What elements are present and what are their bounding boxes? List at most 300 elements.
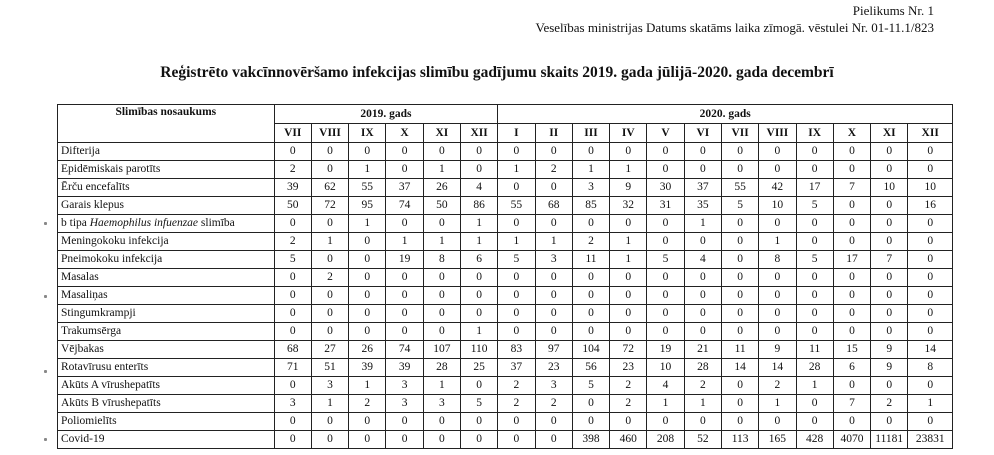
table-cell: 0 [908, 233, 953, 251]
table-cell: 0 [908, 161, 953, 179]
table-cell: 28 [684, 359, 721, 377]
table-cell: 0 [647, 305, 684, 323]
table-cell: 2 [684, 377, 721, 395]
disease-name-italic: Haemophilus infuenzae [89, 217, 199, 229]
disease-name: Akūts B vīrushepatīts [58, 395, 275, 413]
table-cell: 0 [311, 305, 348, 323]
table-row [58, 287, 953, 305]
table-cell: 0 [274, 413, 311, 431]
table-cell: 0 [572, 305, 609, 323]
table-cell: 0 [535, 269, 572, 287]
table-cell: 1 [684, 215, 721, 233]
table-cell: 0 [349, 269, 386, 287]
table-cell: 398 [572, 431, 609, 449]
table-cell: 23831 [908, 431, 953, 449]
table-cell: 3 [386, 377, 423, 395]
table-cell: 0 [386, 143, 423, 161]
table-cell: 6 [461, 251, 498, 269]
table-cell: 0 [386, 161, 423, 179]
table-cell: 0 [871, 269, 908, 287]
table-cell: 0 [423, 143, 460, 161]
table-cell: 1 [349, 377, 386, 395]
table-cell: 0 [871, 377, 908, 395]
table-cell: 9 [610, 179, 647, 197]
disease-name: Difterija [58, 143, 275, 161]
table-cell: 2 [610, 395, 647, 413]
table-cell: 6 [833, 359, 870, 377]
table-cell: 0 [535, 413, 572, 431]
table-cell: 86 [461, 197, 498, 215]
table-cell: 50 [423, 197, 460, 215]
table-cell: 25 [461, 359, 498, 377]
table-cell: 0 [349, 251, 386, 269]
table-cell: 1 [610, 161, 647, 179]
table-cell: 0 [572, 413, 609, 431]
table-cell: 0 [684, 287, 721, 305]
table-row [58, 377, 953, 395]
table-row [58, 359, 953, 377]
disease-name: Epidēmiskais parotīts [58, 161, 275, 179]
table-cell: 0 [759, 269, 796, 287]
table-cell: 0 [274, 269, 311, 287]
table-cell: 14 [721, 359, 758, 377]
table-cell: 0 [833, 215, 870, 233]
table-cell: 1 [311, 233, 348, 251]
table-cell: 39 [386, 359, 423, 377]
table-cell: 37 [498, 359, 535, 377]
table-cell: 0 [535, 179, 572, 197]
table-cell: 0 [461, 305, 498, 323]
table-cell: 97 [535, 341, 572, 359]
table-cell: 0 [535, 305, 572, 323]
month-header-2020: VI [684, 124, 721, 143]
table-cell: 11181 [871, 431, 908, 449]
table-cell: 0 [610, 143, 647, 161]
table-cell: 85 [572, 197, 609, 215]
table-cell: 5 [647, 251, 684, 269]
table-cell: 0 [759, 305, 796, 323]
table-cell: 16 [908, 197, 953, 215]
table-cell: 0 [759, 215, 796, 233]
table-cell: 5 [498, 251, 535, 269]
table-cell: 10 [871, 179, 908, 197]
table-cell: 8 [908, 359, 953, 377]
month-header-2020: II [535, 124, 572, 143]
table-cell: 0 [386, 215, 423, 233]
table-cell: 208 [647, 431, 684, 449]
table-cell: 0 [461, 287, 498, 305]
disease-name-header: Slimības nosaukums [58, 105, 275, 143]
month-header-2020: III [572, 124, 609, 143]
table-cell: 0 [721, 215, 758, 233]
table-cell: 2 [274, 161, 311, 179]
table-cell: 0 [311, 287, 348, 305]
table-cell: 0 [610, 323, 647, 341]
table-row [58, 233, 953, 251]
table-cell: 0 [498, 305, 535, 323]
table-cell: 2 [311, 269, 348, 287]
table-cell: 0 [759, 161, 796, 179]
scan-speck [44, 370, 47, 373]
table-cell: 0 [274, 305, 311, 323]
table-cell: 0 [349, 305, 386, 323]
table-cell: 0 [647, 143, 684, 161]
table-cell: 0 [423, 269, 460, 287]
table-cell: 0 [908, 377, 953, 395]
table-cell: 0 [535, 215, 572, 233]
table-cell: 2 [759, 377, 796, 395]
table-cell: 0 [498, 143, 535, 161]
disease-name: Rotavīrusu enterīts [58, 359, 275, 377]
table-cell: 0 [908, 215, 953, 233]
table-row [58, 161, 953, 179]
table-cell: 0 [647, 233, 684, 251]
table-cell: 0 [833, 287, 870, 305]
table-cell: 0 [498, 323, 535, 341]
table-cell: 0 [423, 215, 460, 233]
table-cell: 0 [386, 287, 423, 305]
table-row [58, 341, 953, 359]
table-row [58, 179, 953, 197]
table-cell: 0 [423, 287, 460, 305]
table-cell: 2 [274, 233, 311, 251]
table-cell: 0 [684, 161, 721, 179]
table-cell: 0 [684, 143, 721, 161]
table-cell: 9 [871, 341, 908, 359]
table-cell: 0 [684, 233, 721, 251]
table-cell: 1 [498, 233, 535, 251]
table-row [58, 323, 953, 341]
table-cell: 460 [610, 431, 647, 449]
month-header-2020: I [498, 124, 535, 143]
table-cell: 1 [684, 395, 721, 413]
month-header-2019: VII [274, 124, 311, 143]
table-cell: 0 [572, 323, 609, 341]
table-cell: 0 [871, 287, 908, 305]
table-cell: 52 [684, 431, 721, 449]
table-cell: 0 [721, 377, 758, 395]
table-cell: 0 [721, 233, 758, 251]
table-cell: 37 [386, 179, 423, 197]
table-cell: 0 [908, 413, 953, 431]
table-cell: 0 [274, 323, 311, 341]
scan-speck [44, 222, 47, 225]
table-cell: 7 [833, 179, 870, 197]
table-cell: 0 [796, 269, 833, 287]
table-cell: 7 [833, 395, 870, 413]
table-cell: 26 [349, 341, 386, 359]
table-cell: 0 [610, 413, 647, 431]
table-cell: 2 [871, 395, 908, 413]
table-cell: 0 [759, 143, 796, 161]
table-cell: 68 [274, 341, 311, 359]
table-cell: 11 [721, 341, 758, 359]
table-cell: 1 [610, 251, 647, 269]
table-cell: 0 [647, 413, 684, 431]
table-cell: 0 [386, 431, 423, 449]
disease-name: Poliomielīts [58, 413, 275, 431]
table-cell: 21 [684, 341, 721, 359]
infections-table [57, 104, 953, 449]
table-cell: 23 [610, 359, 647, 377]
table-cell: 0 [721, 269, 758, 287]
table-cell: 37 [684, 179, 721, 197]
table-cell: 26 [423, 179, 460, 197]
table-cell: 0 [311, 161, 348, 179]
table-cell: 55 [349, 179, 386, 197]
table-cell: 5 [274, 251, 311, 269]
annex-header [536, 2, 934, 36]
annex-number: Pielikums Nr. 1 [852, 3, 934, 18]
table-cell: 95 [349, 197, 386, 215]
table-cell: 35 [684, 197, 721, 215]
disease-name-part: b tipa [61, 217, 90, 229]
table-cell: 0 [386, 413, 423, 431]
table-cell: 1 [349, 215, 386, 233]
table-cell: 62 [311, 179, 348, 197]
table-cell: 0 [349, 431, 386, 449]
table-cell: 1 [461, 233, 498, 251]
table-cell: 9 [871, 359, 908, 377]
table-cell: 3 [274, 395, 311, 413]
table-cell: 0 [423, 431, 460, 449]
table-cell: 0 [274, 377, 311, 395]
table-cell: 0 [386, 305, 423, 323]
disease-name: Masalas [58, 269, 275, 287]
table-cell: 0 [535, 431, 572, 449]
table-cell: 0 [796, 287, 833, 305]
table-cell: 5 [572, 377, 609, 395]
table-cell: 1 [647, 395, 684, 413]
table-cell: 0 [721, 251, 758, 269]
table-cell: 0 [908, 143, 953, 161]
table-cell: 8 [423, 251, 460, 269]
table-cell: 0 [684, 305, 721, 323]
table-cell: 2 [349, 395, 386, 413]
table-cell: 107 [423, 341, 460, 359]
table-cell: 0 [833, 197, 870, 215]
disease-name: Pneimokoku infekcija [58, 251, 275, 269]
table-row [58, 431, 953, 449]
table-cell: 0 [796, 143, 833, 161]
table-row [58, 305, 953, 323]
table-cell: 0 [796, 233, 833, 251]
table-row [58, 395, 953, 413]
table-cell: 0 [274, 287, 311, 305]
disease-name: Trakumsērga [58, 323, 275, 341]
table-cell: 0 [461, 431, 498, 449]
table-cell: 1 [759, 233, 796, 251]
table-cell: 4070 [833, 431, 870, 449]
table-cell: 74 [386, 197, 423, 215]
table-cell: 2 [535, 395, 572, 413]
table-cell: 0 [684, 323, 721, 341]
table-cell: 3 [535, 251, 572, 269]
table-cell: 0 [572, 143, 609, 161]
table-cell: 55 [498, 197, 535, 215]
table-cell: 0 [498, 179, 535, 197]
table-cell: 2 [498, 377, 535, 395]
table-cell: 3 [572, 179, 609, 197]
table-cell: 0 [871, 233, 908, 251]
table-cell: 39 [349, 359, 386, 377]
disease-name: Ērču encefalīts [58, 179, 275, 197]
table-cell: 0 [498, 431, 535, 449]
table-row [58, 215, 953, 233]
table-cell: 10 [759, 197, 796, 215]
month-header-2020: X [833, 124, 870, 143]
table-cell: 0 [721, 323, 758, 341]
table-row [58, 413, 953, 431]
table-cell: 0 [833, 143, 870, 161]
table-cell: 32 [610, 197, 647, 215]
table-cell: 0 [721, 305, 758, 323]
table-cell: 0 [423, 413, 460, 431]
table-cell: 10 [647, 359, 684, 377]
table-cell: 0 [833, 161, 870, 179]
table-cell: 0 [871, 305, 908, 323]
table-cell: 0 [908, 269, 953, 287]
table-cell: 1 [423, 161, 460, 179]
month-header-2019: XI [423, 124, 460, 143]
year-2020-header: 2020. gads [498, 105, 953, 124]
month-header-2020: VII [721, 124, 758, 143]
month-header-2020: IV [610, 124, 647, 143]
table-cell: 0 [833, 269, 870, 287]
table-row [58, 269, 953, 287]
disease-name: Garais klepus [58, 197, 275, 215]
table-cell: 1 [311, 395, 348, 413]
table-cell: 0 [274, 431, 311, 449]
table-cell: 5 [796, 251, 833, 269]
table-cell: 0 [759, 413, 796, 431]
table-cell: 1 [349, 161, 386, 179]
table-cell: 0 [498, 287, 535, 305]
table-cell: 14 [908, 341, 953, 359]
month-header-2020: XII [908, 124, 953, 143]
month-header-2020: IX [796, 124, 833, 143]
table-cell: 0 [796, 305, 833, 323]
table-cell: 0 [461, 269, 498, 287]
table-cell: 0 [647, 269, 684, 287]
disease-name: Meningokoku infekcija [58, 233, 275, 251]
table-cell: 39 [274, 179, 311, 197]
disease-name: Vējbakas [58, 341, 275, 359]
table-cell: 0 [908, 287, 953, 305]
table-cell: 0 [833, 377, 870, 395]
table-cell: 0 [572, 269, 609, 287]
table-cell: 1 [796, 377, 833, 395]
table-cell: 10 [908, 179, 953, 197]
table-cell: 0 [796, 323, 833, 341]
table-cell: 0 [274, 215, 311, 233]
table-cell: 0 [535, 323, 572, 341]
table-cell: 0 [535, 287, 572, 305]
table-cell: 0 [610, 269, 647, 287]
table-cell: 0 [871, 197, 908, 215]
table-cell: 0 [386, 323, 423, 341]
table-cell: 1 [461, 323, 498, 341]
table-cell: 0 [833, 305, 870, 323]
table-cell: 0 [647, 287, 684, 305]
disease-name: Covid-19 [58, 431, 275, 449]
table-cell: 1 [386, 233, 423, 251]
table-cell: 0 [535, 143, 572, 161]
table-cell: 0 [610, 287, 647, 305]
month-header-2019: IX [349, 124, 386, 143]
table-cell: 17 [796, 179, 833, 197]
table-cell: 19 [386, 251, 423, 269]
table-cell: 0 [833, 413, 870, 431]
table-cell: 7 [871, 251, 908, 269]
table-cell: 5 [461, 395, 498, 413]
table-cell: 1 [610, 233, 647, 251]
table-cell: 0 [311, 251, 348, 269]
table-cell: 3 [311, 377, 348, 395]
table-cell: 0 [349, 323, 386, 341]
table-cell: 0 [423, 305, 460, 323]
month-header-2019: VIII [311, 124, 348, 143]
table-cell: 0 [908, 251, 953, 269]
table-cell: 0 [572, 215, 609, 233]
table-cell: 0 [572, 395, 609, 413]
table-cell: 27 [311, 341, 348, 359]
year-header-row [58, 105, 953, 124]
table-cell: 0 [796, 215, 833, 233]
table-cell: 4 [684, 251, 721, 269]
table-cell: 428 [796, 431, 833, 449]
table-cell: 0 [311, 143, 348, 161]
month-header-2020: XI [871, 124, 908, 143]
disease-name: Masaliņas [58, 287, 275, 305]
table-cell: 4 [461, 179, 498, 197]
table-cell: 0 [349, 233, 386, 251]
table-cell: 0 [386, 269, 423, 287]
scan-speck [44, 438, 47, 441]
table-cell: 0 [647, 323, 684, 341]
table-cell: 0 [349, 413, 386, 431]
table-cell: 0 [349, 287, 386, 305]
month-header-2019: X [386, 124, 423, 143]
table-cell: 0 [498, 413, 535, 431]
table-cell: 0 [721, 287, 758, 305]
table-cell: 1 [908, 395, 953, 413]
table-row [58, 143, 953, 161]
table-cell: 0 [721, 161, 758, 179]
table-cell: 83 [498, 341, 535, 359]
table-cell: 0 [908, 305, 953, 323]
table-cell: 0 [647, 215, 684, 233]
table-cell: 0 [349, 143, 386, 161]
table-cell: 0 [871, 143, 908, 161]
table-cell: 0 [871, 413, 908, 431]
table-cell: 5 [721, 197, 758, 215]
table-cell: 0 [908, 323, 953, 341]
table-cell: 0 [610, 305, 647, 323]
scan-speck [44, 295, 47, 298]
table-cell: 0 [684, 269, 721, 287]
table-cell: 3 [386, 395, 423, 413]
table-cell: 30 [647, 179, 684, 197]
table-cell: 2 [535, 161, 572, 179]
table-cell: 74 [386, 341, 423, 359]
table-cell: 1 [423, 377, 460, 395]
table-cell: 15 [833, 341, 870, 359]
table-cell: 0 [796, 413, 833, 431]
table-cell: 3 [423, 395, 460, 413]
table-body [58, 143, 953, 449]
table-cell: 2 [572, 233, 609, 251]
